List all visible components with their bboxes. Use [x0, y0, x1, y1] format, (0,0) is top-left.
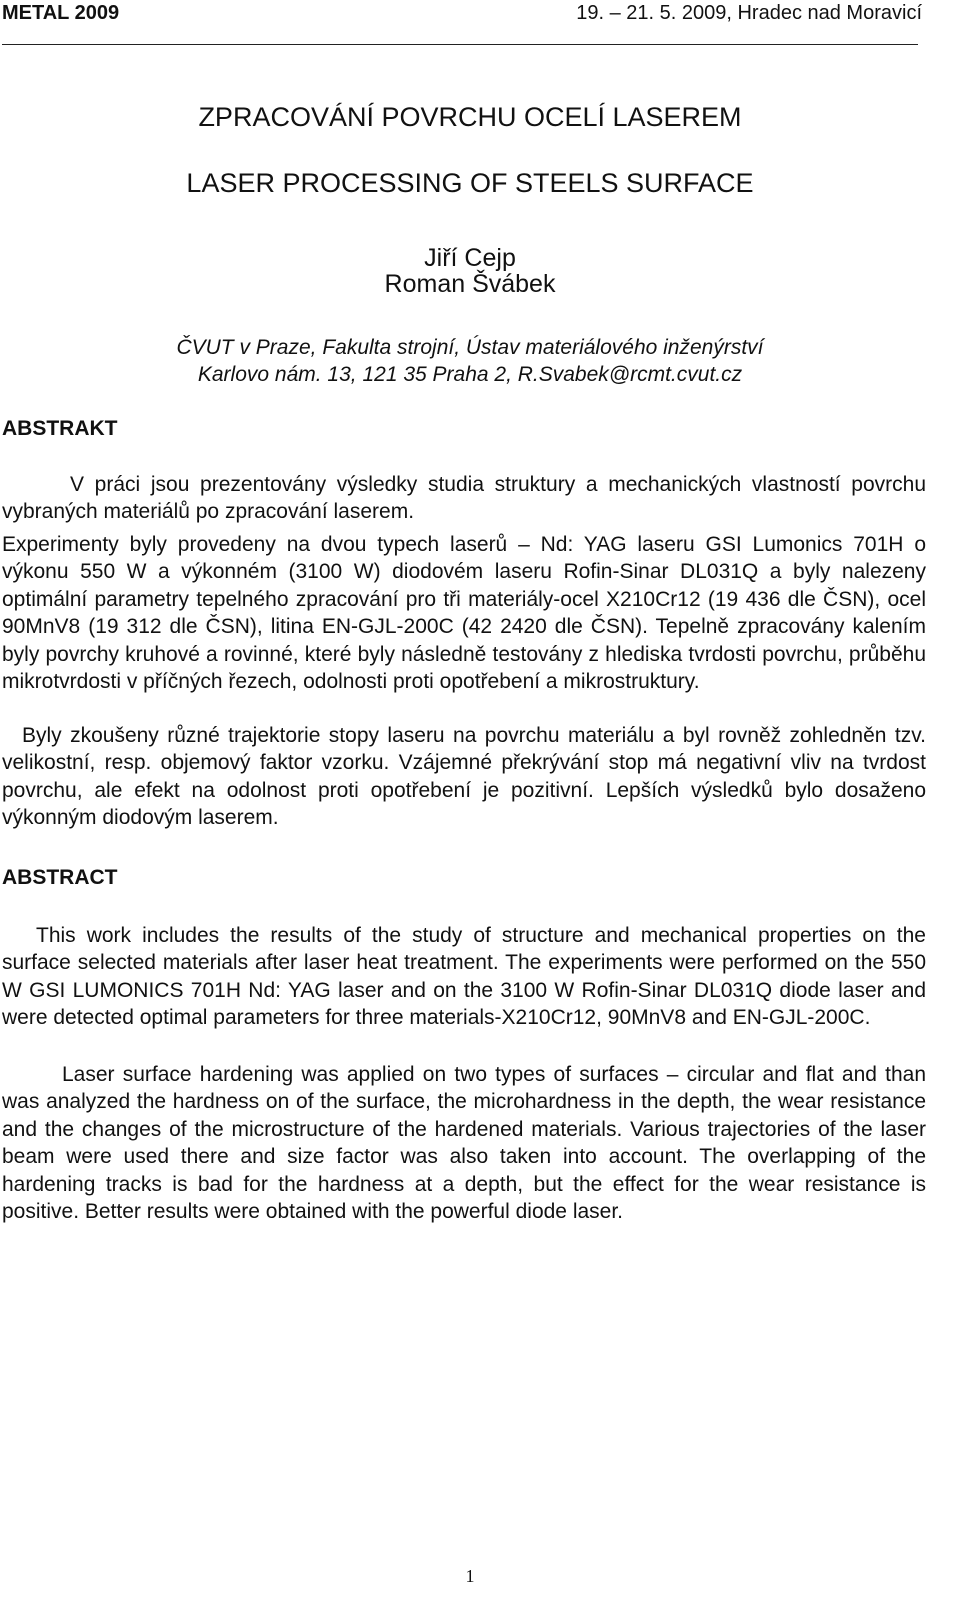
abstract-paragraph-1: This work includes the results of the study of structure and mechanical properties on the surface selected materials after laser heat treatment. The experiments were performed on the 550 W GSI LUMONICS 701H Nd: YAG laser and on the 3100 W Rofin-Sinar DL031Q diode laser and were detected optimal parameters for three materials-X210Cr12, 90MnV8 and EN-GJL-200C. [2, 924, 926, 1030]
running-header [2, 0, 922, 30]
author-2: Roman Švábek [384, 270, 556, 298]
abstract-heading: ABSTRACT [2, 866, 118, 889]
title-english: LASER PROCESSING OF STEELS SURFACE [186, 168, 754, 198]
title-czech: ZPRACOVÁNÍ POVRCHU OCELÍ LASEREM [198, 102, 742, 132]
conference-date-place: 19. – 21. 5. 2009, Hradec nad Moravicí [576, 2, 922, 24]
abstrakt-paragraph-2: Experimenty byly provedeny na dvou typech laserů – Nd: YAG laseru GSI Lumonics 701H o výkonu 550 W a výkonném (3100 W) diodovém laseru Rofin-Sinar DL031Q a byly nalezeny optimální parametry tepelného zpracování pro tři materiály-ocel X210Cr12 (19 436 dle ČSN), ocel 90MnV8 (19 312 dle ČSN), litina EN-GJL-200C (42 2420 dle ČSN). Tepelně zpracovány kalením byly povrchy kruhové a rovinné, které byly následně testovány z hlediska tvrdosti povrchu, průběhu mikrotvrdosti v příčných řezech, odolnosti proti opotřebení a mikrostruktury. [2, 533, 926, 694]
affiliation-line-2: Karlovo nám. 13, 121 35 Praha 2, R.Svabek@rcmt.cvut.cz [197, 363, 743, 386]
affiliation-line-1: ČVUT v Praze, Fakulta strojní, Ústav materiálového inženýrství [176, 336, 764, 359]
conference-name: METAL 2009 [2, 2, 120, 24]
abstrakt-paragraph-3: Byly zkoušeny různé trajektorie stopy laseru na povrchu materiálu a byl rovněž zohledněn tzv. velikostní, resp. objemový faktor vzorku. Vzájemné překrývání stop má negativní vliv na tvrdost povrchu, ale efekt na odolnost proti opotřebení je pozitivní. Lepších výsledků bylo dosaženo výkonným diodovým laserem. [2, 724, 926, 830]
page-number: 1 [465, 1566, 475, 1586]
author-1: Jiří Cejp [424, 244, 516, 272]
abstrakt-paragraph-1: V práci jsou prezentovány výsledky studia struktury a mechanických vlastností povrchu vybraných materiálů po zpracování laserem. [2, 473, 926, 524]
header-rule [2, 44, 918, 45]
abstract-paragraph-2: Laser surface hardening was applied on two types of surfaces – circular and flat and than was analyzed the hardness on of the surface, the microhardness in the depth, the wear resistance and the changes of the microstructure of the hardened materials. Various trajectories of the laser beam were used there and size factor was also taken into account. The overlapping of the hardening tracks is bad for the hardness at a depth, but the effect for the wear resistance is positive. Better results were obtained with the powerful diode laser. [2, 1063, 926, 1224]
abstrakt-heading: ABSTRAKT [2, 417, 118, 440]
